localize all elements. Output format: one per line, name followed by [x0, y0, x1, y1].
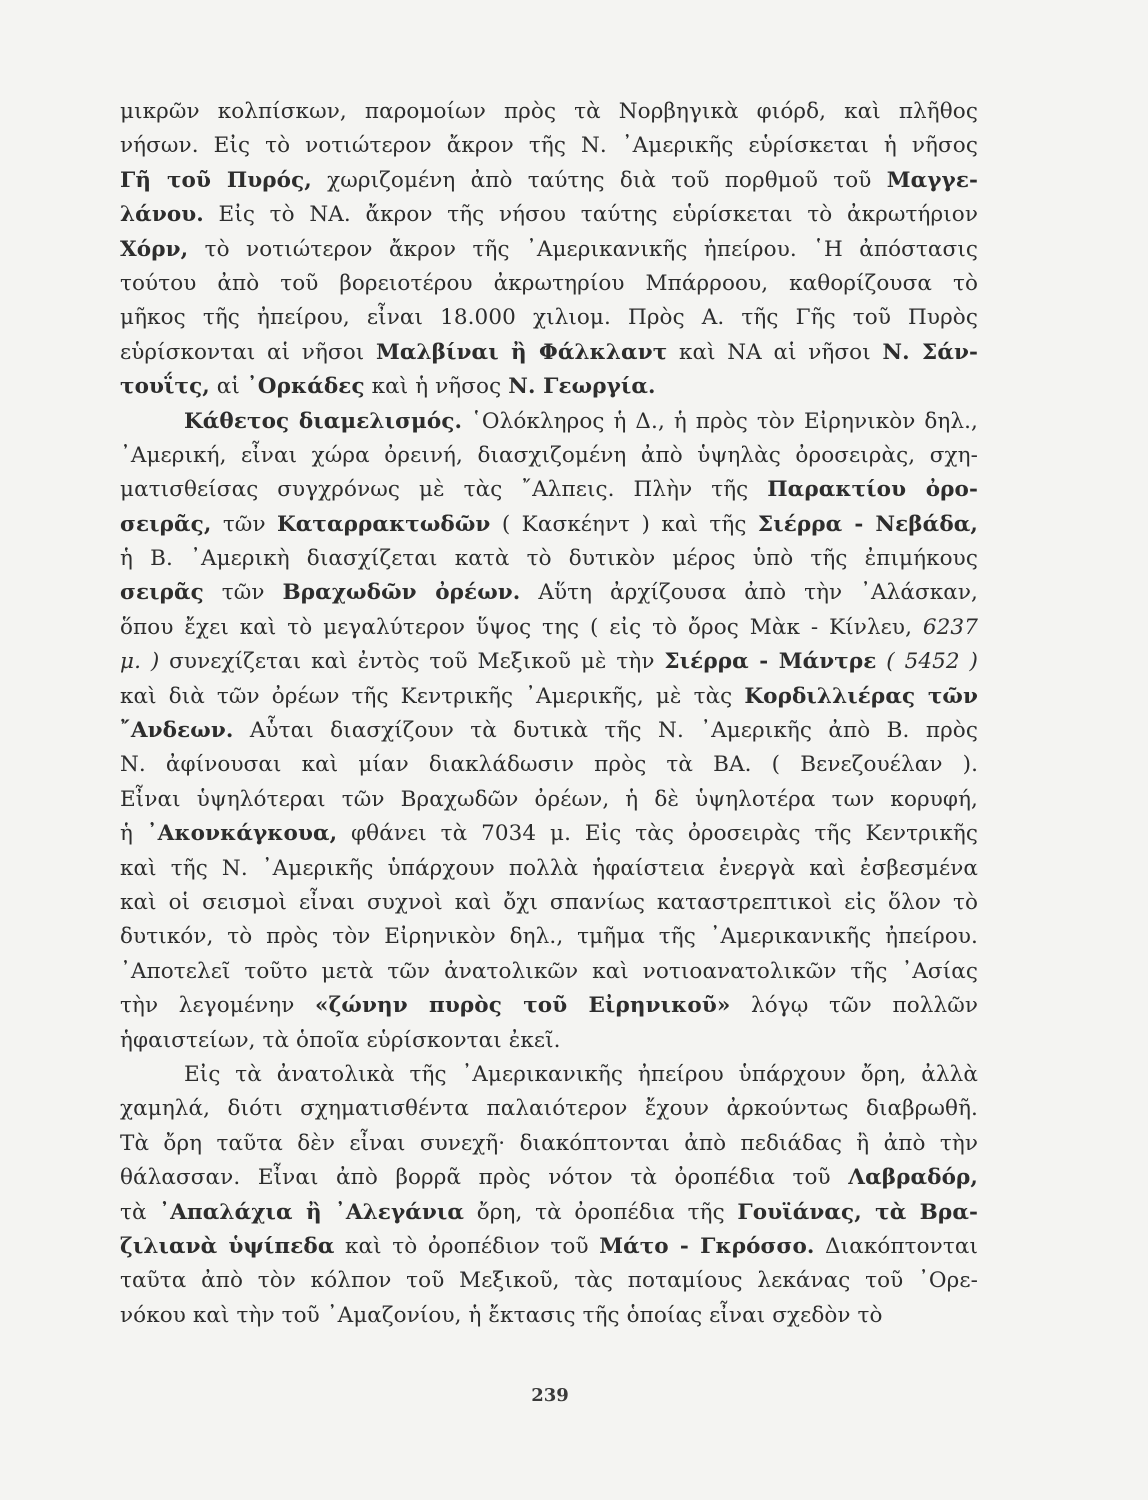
text-line	[120, 473, 978, 507]
text-run: ματισθείσας συγχρόνως μὲ τὰς ῎Αλπεις. Πλὴν τῆς	[120, 477, 768, 503]
text-line	[120, 783, 978, 817]
text-line	[120, 233, 978, 267]
text-run: ῾Ολόκληρος ἡ Δ., ἡ πρὸς τὸν Εἰρηνικὸν δηλ.,	[462, 408, 978, 434]
text-line	[120, 645, 978, 679]
text-line	[120, 542, 978, 576]
bold-term: Σιέρρα - Μάντρε	[664, 649, 877, 675]
text-run: καὶ διὰ τῶν ὀρέων τῆς Κεντρικῆς ᾿Αμερικῆς, μὲ τὰς	[120, 683, 745, 709]
text-run: ἡ Β. ᾿Αμερικὴ διασχίζεται κατὰ τὸ δυτικὸν μέρος ὑπὸ τῆς ἐπιμήκους	[120, 546, 978, 572]
bold-term: τουΐτς,	[120, 374, 210, 400]
italic-text: μ. )	[120, 649, 160, 675]
text-run: τῶν	[203, 580, 283, 606]
bold-term: «ζώνην πυρὸς τοῦ Εἰρηνικοῦ»	[315, 993, 731, 1019]
page-number: 239	[531, 1385, 569, 1406]
bold-term: Λαβραδόρ,	[848, 1165, 978, 1191]
bold-term: ᾿Ορκάδες	[246, 374, 365, 400]
text-run: Εἰς τὰ ἀνατολικὰ τῆς ᾿Αμερικανικῆς ἠπείρου ὑπάρχουν ὄρη, ἀλλὰ	[184, 1061, 978, 1087]
text-run: καὶ ΝΑ αἱ νῆσοι	[667, 339, 883, 365]
text-run: ἡ	[120, 821, 147, 847]
bold-term: ᾿Απαλάχια ἢ ᾿Αλεγάνια	[159, 1199, 465, 1225]
text-line	[120, 508, 978, 542]
bold-term: Γῆ τοῦ Πυρός,	[120, 167, 312, 193]
text-run: χωριζομένη ἀπὸ ταύτης διὰ τοῦ πορθμοῦ τοῦ	[311, 167, 887, 193]
text-line	[120, 336, 978, 370]
text-run: ἡφαιστείων, τὰ ὁποῖα εὑρίσκονται ἐκεῖ.	[120, 1027, 561, 1053]
text-line	[120, 611, 978, 645]
text-line	[120, 198, 978, 232]
text-run: τὸ νοτιώτερον ἄκρον τῆς ᾿Αμερικανικῆς ἠπείρου. ῾Η ἀπόστασις	[188, 236, 978, 262]
bold-term: λάνου.	[120, 202, 204, 228]
text-run: καὶ οἱ σεισμοὶ εἶναι συχνοὶ καὶ ὄχι σπανίως καταστρεπτικοὶ εἰς ὅλον τὸ	[120, 889, 978, 915]
text-run: Διακόπτονται	[814, 1233, 978, 1259]
text-line	[120, 748, 978, 782]
text-line	[120, 920, 978, 954]
text-run: καὶ τῆς Ν. ᾿Αμερικῆς ὑπάρχουν πολλὰ ἡφαίστεια ἐνεργὰ καὶ ἐσβεσμένα	[120, 855, 978, 881]
text-run: Αὕτη ἀρχίζουσα ἀπὸ τὴν ᾿Αλάσκαν,	[520, 580, 978, 606]
text-line	[120, 1024, 978, 1058]
text-line	[120, 852, 978, 886]
text-run: λόγῳ τῶν πολλῶν	[730, 993, 978, 1019]
text-line	[120, 955, 978, 989]
bold-term: Βραχωδῶν ὀρέων.	[282, 580, 521, 606]
bold-term: Γουϊάνας, τὰ Βρα-	[737, 1199, 978, 1225]
text-run: καὶ ἡ νῆσος	[364, 374, 509, 400]
text-line	[120, 1299, 978, 1333]
text-run: νόκου καὶ τὴν τοῦ ᾿Αμαζονίου, ἡ ἔκτασις τῆς ὁποίας εἶναι σχεδὸν τὸ	[120, 1302, 883, 1328]
text-line	[120, 1196, 978, 1230]
text-run: τὰ	[120, 1199, 160, 1225]
text-line	[120, 267, 978, 301]
bold-term: ᾿Ακονκάγκουα,	[146, 821, 338, 847]
text-line	[120, 714, 978, 748]
text-line	[120, 129, 978, 163]
bold-term: Μαλβίναι ἢ Φάλκλαντ	[375, 339, 668, 365]
text-run: ( Κασκέηντ ) καὶ τῆς	[490, 511, 758, 537]
text-line	[120, 1161, 978, 1195]
bold-term: Μάτο - Γκρόσσο.	[599, 1233, 815, 1259]
text-run: Ν. ἀφίνουσαι καὶ μίαν διακλάδωσιν πρὸς τὰ ΒΑ. ( Βενεζουέλαν ).	[120, 752, 978, 778]
text-line	[120, 989, 978, 1023]
text-line	[120, 1092, 978, 1126]
text-run: ὅπου ἔχει καὶ τὸ μεγαλύτερον ὕψος της ( εἰς τὸ ὄρος Μὰκ - Κίνλευ,	[120, 614, 923, 640]
text-run: Αὗται διασχίζουν τὰ δυτικὰ τῆς Ν. ᾿Αμερικῆς ἀπὸ Β. πρὸς	[233, 718, 978, 744]
text-line	[120, 1264, 978, 1298]
text-line	[120, 405, 978, 439]
text-line	[120, 370, 978, 404]
bold-term: Σιέρρα - Νεβάδα,	[757, 511, 978, 537]
text-run: δυτικόν, τὸ πρὸς τὸν Εἰρηνικὸν δηλ., τμῆμα τῆς ᾿Αμερικανικῆς ἠπείρου.	[120, 924, 978, 950]
text-line	[120, 164, 978, 198]
text-run: Εἶναι ὑψηλότεραι τῶν Βραχωδῶν ὀρέων, ἡ δὲ ὑψηλοτέρα των κορυφή,	[120, 786, 978, 812]
text-run: καὶ τὸ ὀροπέδιον τοῦ	[334, 1233, 600, 1259]
paragraph-p3	[120, 1058, 978, 1333]
paragraph-p1	[120, 95, 978, 405]
bold-term: Ν. Γεωργία.	[508, 374, 656, 400]
bold-term: Παρακτίου ὀρο-	[767, 477, 978, 503]
text-run: ᾿Αμερική, εἶναι χώρα ὀρεινή, διασχιζομένη ἀπὸ ὑψηλὰς ὀροσειρὰς, σχη-	[120, 442, 978, 468]
text-line	[120, 301, 978, 335]
text-line	[120, 95, 978, 129]
text-run: χαμηλά, διότι σχηματισθέντα παλαιότερον ἔχουν ἀρκούντως διαβρωθῆ.	[120, 1096, 978, 1122]
text-run: ὄρη, τὰ ὀροπέδια τῆς	[464, 1199, 738, 1225]
text-line	[120, 1230, 978, 1264]
text-line	[120, 1127, 978, 1161]
bold-term: Καταρρακτωδῶν	[276, 511, 491, 537]
bold-term: ζιλιανὰ ὑψίπεδα	[120, 1233, 335, 1259]
text-run: Εἰς τὸ ΝΑ. ἄκρον τῆς νήσου ταύτης εὑρίσκεται τὸ ἀκρωτήριον	[203, 202, 978, 228]
text-run: νήσων. Εἰς τὸ νοτιώτερον ἄκρον τῆς Ν. ᾿Αμερικῆς εὑρίσκεται ἡ νῆσος	[120, 133, 978, 159]
text-run: τὴν λεγομένην	[120, 993, 316, 1019]
text-line	[120, 576, 978, 610]
text-line	[120, 1058, 978, 1092]
text-line	[120, 886, 978, 920]
bold-term: Χόρν,	[120, 236, 189, 262]
bold-term: Κορδιλλιέρας τῶν	[744, 683, 978, 709]
text-run: εὑρίσκονται αἱ νῆσοι	[120, 339, 376, 365]
text-run: Τὰ ὄρη ταῦτα δὲν εἶναι συνεχῆ· διακόπτονται ἀπὸ πεδιάδας ἢ ἀπὸ τὴν	[120, 1130, 978, 1156]
text-run: ταῦτα ἀπὸ τὸν κόλπον τοῦ Μεξικοῦ, τὰς ποταμίους λεκάνας τοῦ ᾿Ορε-	[120, 1268, 978, 1294]
text-line	[120, 680, 978, 714]
bold-term: σειρᾶς,	[120, 511, 212, 537]
italic-text: ( 5452 )	[876, 649, 978, 675]
text-run: μῆκος τῆς ἠπείρου, εἶναι 18.000 χιλιομ. Πρὸς Α. τῆς Γῆς τοῦ Πυρὸς	[120, 305, 978, 331]
text-run: ᾿Αποτελεῖ τοῦτο μετὰ τῶν ἀνατολικῶν καὶ νοτιοανατολικῶν τῆς ᾿Ασίας	[120, 958, 978, 984]
text-line	[120, 439, 978, 473]
bold-term: Κάθετος διαμελισμός.	[184, 408, 463, 434]
bold-term: Ν. Σάν-	[882, 339, 978, 365]
body-text	[120, 95, 978, 1333]
paragraph-p2	[120, 405, 978, 1058]
text-line	[120, 817, 978, 851]
text-run: τούτου ἀπὸ τοῦ βορειοτέρου ἀκρωτηρίου Μπάρροου, καθορίζουσα τὸ	[120, 270, 978, 296]
bold-term: ῎Ανδεων.	[120, 718, 234, 744]
text-run: μικρῶν κολπίσκων, παρομοίων πρὸς τὰ Νορβηγικὰ φιόρδ, καὶ πλῆθος	[120, 99, 978, 124]
text-run: θάλασσαν. Εἶναι ἀπὸ βορρᾶ πρὸς νότον τὰ ὀροπέδια τοῦ	[120, 1165, 849, 1191]
bold-term: σειρᾶς	[120, 580, 204, 606]
text-run: συνεχίζεται καὶ ἐντὸς τοῦ Μεξικοῦ μὲ τὴν	[159, 649, 665, 675]
bold-term: Μαγγε-	[886, 167, 978, 193]
text-run: τῶν	[211, 511, 277, 537]
italic-text: 6237	[922, 614, 978, 640]
text-run: φθάνει τὰ 7034 μ. Εἰς τὰς ὀροσειρὰς τῆς Κεντρικῆς	[337, 821, 978, 847]
text-run: αἱ	[209, 374, 247, 400]
